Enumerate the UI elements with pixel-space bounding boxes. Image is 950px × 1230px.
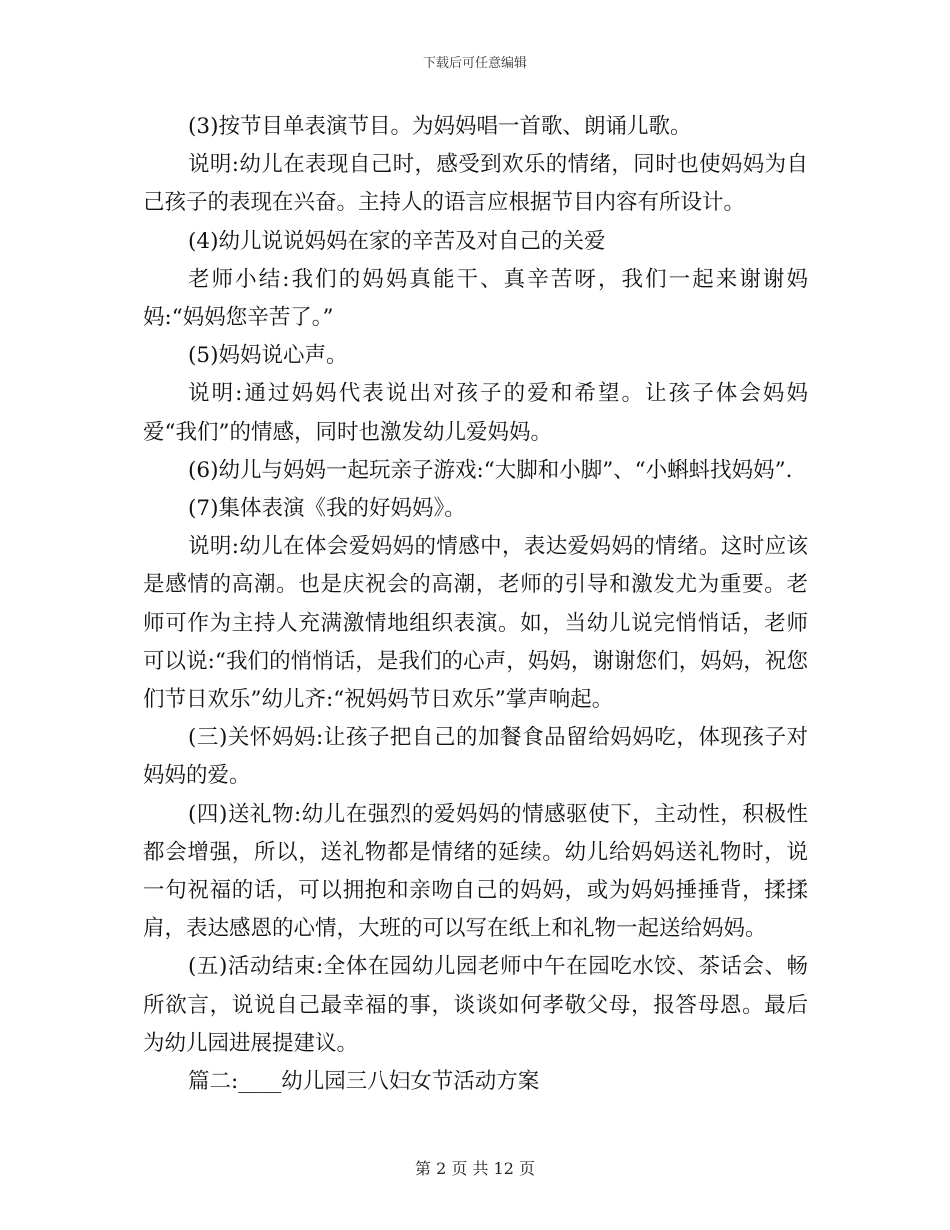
paragraph-send-gift: (四)送礼物:幼儿在强烈的爱妈妈的情感驱使下，主动性，积极性都会增强，所以，送礼物都是情绪的延续。幼儿给妈妈送礼物时，说一句祝福的话，可以拥抱和亲吻自己的妈妈，或为妈妈捶捶背，揉揉肩，表达感恩的心情，大班的可以写在纸上和礼物一起送给妈妈。 bbox=[143, 801, 808, 942]
paragraph-note-emotion: 说明:幼儿在表现自己时，感受到欢乐的情绪，同时也使妈妈为自己孩子的表现在兴奋。主持人的语言应根据节目内容有所设计。 bbox=[143, 152, 808, 216]
document-body bbox=[143, 108, 808, 1101]
paragraph-program-performance: (3)按节目单表演节目。为妈妈唱一首歌、朗诵儿歌。 bbox=[188, 114, 692, 139]
paragraph-mother-hardship: (4)幼儿说说妈妈在家的辛苦及对自己的关爱 bbox=[188, 228, 606, 254]
paragraph-note-mother-love: 说明:通过妈妈代表说出对孩子的爱和希望。让孩子体会妈妈爱“我们”的情感，同时也激发幼儿爱妈妈。 bbox=[143, 381, 808, 445]
paragraph-group-performance: (7)集体表演《我的好妈妈》。 bbox=[188, 496, 466, 522]
paragraph-activity-end: (五)活动结束:全体在园幼儿园老师中午在园吃水饺、茶话会、畅所欲言，说说自己最幸福的事，谈谈如何孝敬父母，报答母恩。最后为幼儿园进展提建议。 bbox=[143, 954, 808, 1056]
paragraph-care-mother: (三)关怀妈妈:让孩子把自己的加餐食品留给妈妈吃，体现孩子对妈妈的爱。 bbox=[143, 725, 808, 789]
paragraph-teacher-summary: 老师小结:我们的妈妈真能干、真辛苦呀，我们一起来谢谢妈妈:“妈妈您辛苦了。” bbox=[143, 266, 808, 331]
paragraph-parent-child-game: (6)幼儿与妈妈一起玩亲子游戏:“大脚和小脚”、“小蝌蚪找妈妈”. bbox=[188, 457, 793, 483]
paragraph-section-two-title: 篇二:____幼儿园三八妇女节活动方案 bbox=[188, 1069, 540, 1095]
paragraph-note-climax: 说明:幼儿在体会爱妈妈的情感中，表达爱妈妈的情绪。这时应该是感情的高潮。也是庆祝会的高潮，老师的引导和激发尤为重要。老师可作为主持人充满激情地组织表演。如，当幼儿说完悄悄话，老师可以说:“我们的悄悄话，是我们的心声，妈妈，谢谢您们，妈妈，祝您们节日欢乐”幼儿齐:“祝妈妈节日欢乐”掌声响起。 bbox=[143, 534, 808, 713]
paragraph-mother-speech: (5)妈妈说心声。 bbox=[188, 343, 348, 369]
page-number: 第 2 页 共 12 页 bbox=[415, 1159, 535, 1178]
page-header: 下载后可任意编辑 bbox=[422, 56, 527, 71]
